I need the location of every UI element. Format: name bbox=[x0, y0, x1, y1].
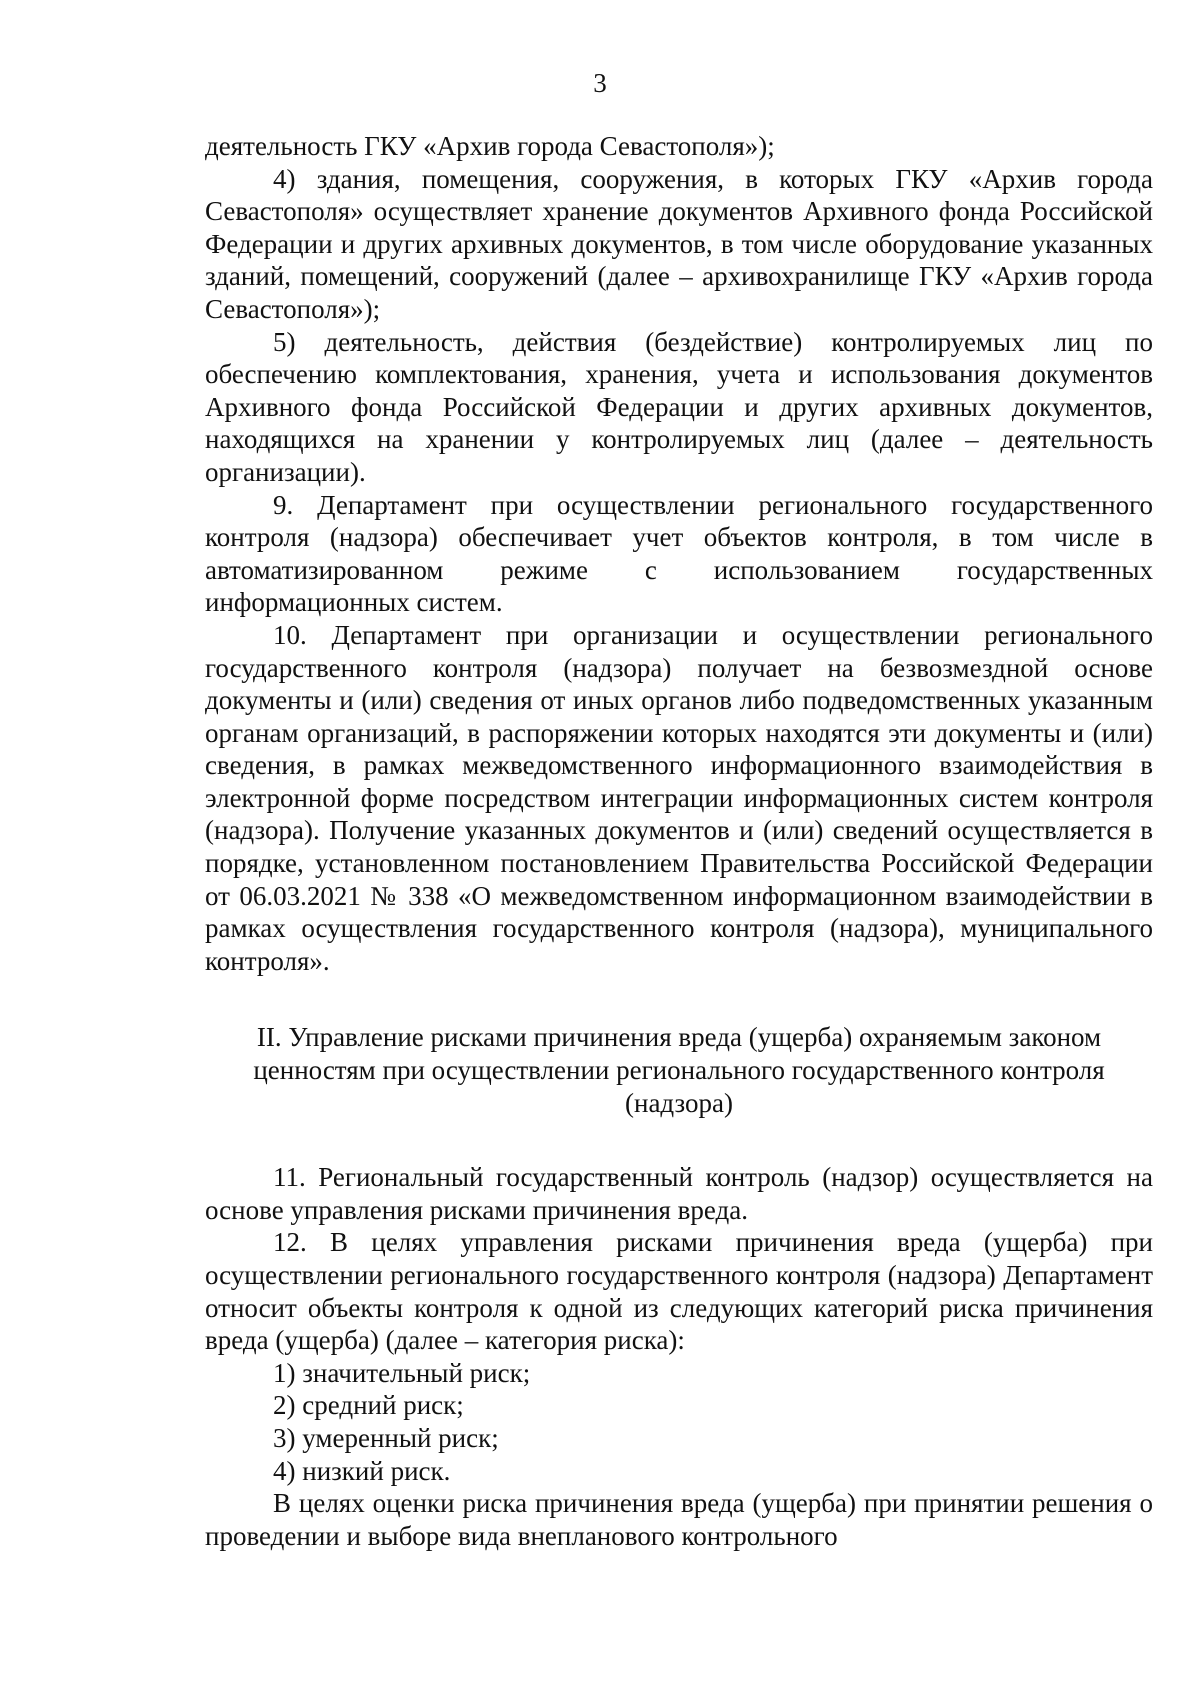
list-item-risk-significant: 1) значительный риск; bbox=[273, 1357, 531, 1388]
paragraph-10: 10. Департамент при организации и осуществлении регионального государственного контроля (надзора) получает на безвозмездной основе документы и (или) сведения от иных органов либо подведомственных указанным органам организаций, в распоряжении которых находятся эти документы и (или) сведения, в рамках межведомственного информационного взаимодействия в электронной форме посредством интеграции информационных систем контроля (надзора). Получение указанных документов и (или) сведений осуществляется в порядке, установленном постановлением Правительства Российской Федерации от 06.03.2021 № 338 «О межведомственном информационном взаимодействии в рамках осуществления государственного контроля (надзора), муниципального контроля». bbox=[205, 619, 1153, 976]
paragraph-12: 12. В целях управления рисками причинения вреда (ущерба) при осуществлении регионального государственного контроля (надзора) Департамент относит объекты контроля к одной из следующих категорий риска причинения вреда (ущерба) (далее – категория риска): bbox=[205, 1227, 1153, 1356]
paragraph-continuation: деятельность ГКУ «Архив города Севастополя»); bbox=[205, 131, 775, 161]
list-item-risk-moderate: 3) умеренный риск; bbox=[273, 1422, 499, 1453]
paragraph-risk-evaluation: В целях оценки риска причинения вреда (ущерба) при принятии решения о проведении и выборе вида внепланового контрольного bbox=[205, 1488, 1153, 1551]
page-number: 3 bbox=[593, 68, 607, 98]
list-item-risk-medium: 2) средний риск; bbox=[273, 1390, 464, 1421]
paragraph-item-4: 4) здания, помещения, сооружения, в которых ГКУ «Архив города Севастополя» осуществляет хранение документов Архивного фонда Российской Федерации и других архивных документов, в том числе оборудование указанных зданий, помещений, сооружений (далее – архивохранилище ГКУ «Архив города Севастополя»); bbox=[205, 163, 1153, 324]
section-heading: II. Управление рисками причинения вреда (ущерба) охраняемым законом ценностям при осуществлении регионального государственного контроля (надзора) bbox=[253, 1022, 1105, 1118]
list-item-risk-low: 4) низкий риск. bbox=[273, 1455, 451, 1486]
paragraph-item-5: 5) деятельность, действия (бездействие) контролируемых лиц по обеспечению комплектования, хранения, учета и использования документов Архивного фонда Российской Федерации и других архивных документов, находящихся на хранении у контролируемых лиц (далее – деятельность организации). bbox=[205, 326, 1153, 487]
paragraph-9: 9. Департамент при осуществлении регионального государственного контроля (надзора) обеспечивает учет объектов контроля, в том числе в автоматизированном режиме с использованием государственных информационных систем. bbox=[205, 489, 1153, 618]
document-body bbox=[205, 130, 1153, 1552]
paragraph-11: 11. Региональный государственный контроль (надзор) осуществляется на основе управления рисками причинения вреда. bbox=[205, 1162, 1153, 1225]
